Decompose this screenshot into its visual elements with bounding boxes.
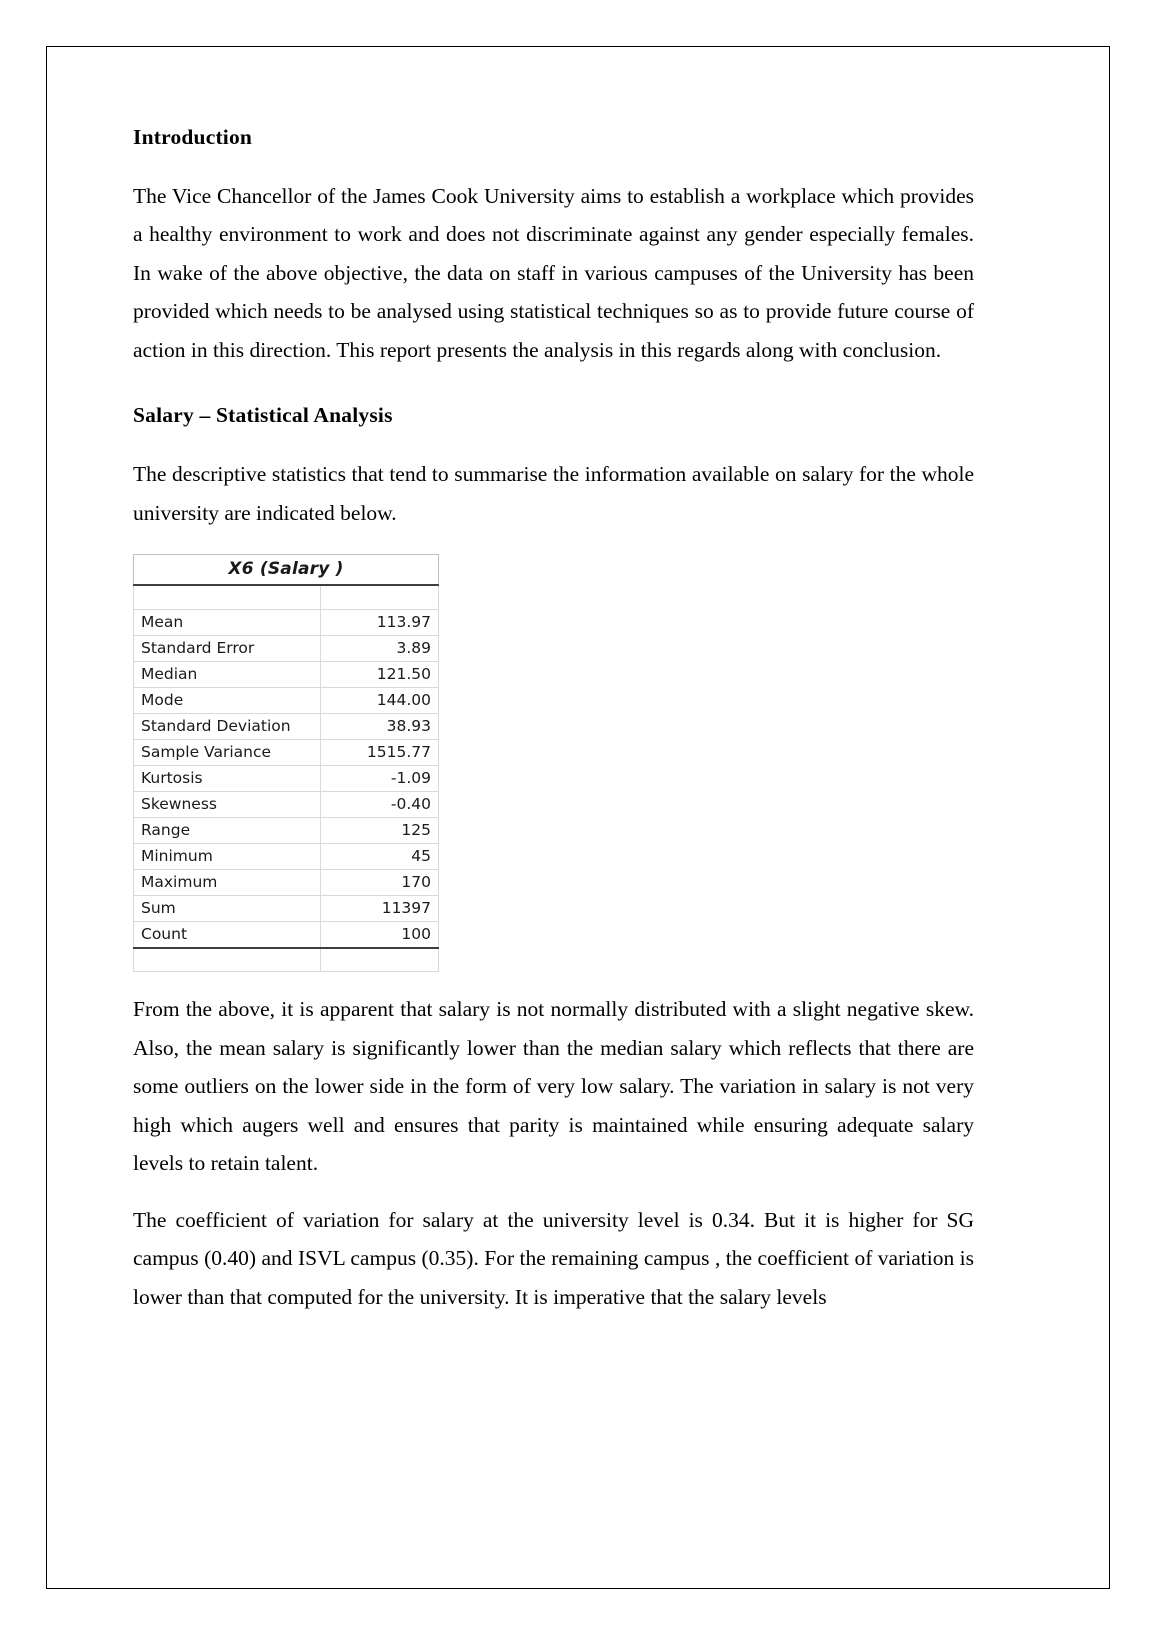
stat-value: 100 [321, 921, 439, 948]
stat-value: -1.09 [321, 765, 439, 791]
table-row [134, 739, 439, 765]
stat-value: 3.89 [321, 635, 439, 661]
page-content [133, 125, 974, 1334]
paragraph-coefficient-of-variation: The coefficient of variation for salary at the university level is 0.34. But it is higher for SG campus (0.40) and ISVL campus (0.35). For the remaining campus , the coefficient of variation is lower than that computed for the university. It is imperative that the salary levels [133, 1207, 974, 1309]
table-cell-blank-value [321, 585, 439, 609]
table-row [134, 869, 439, 895]
stat-label: Mean [134, 609, 321, 635]
paragraph-descriptive-statistics-intro: The descriptive statistics that tend to summarise the information available on salary for the whole university are indicated below. [133, 462, 974, 525]
stat-label: Skewness [134, 791, 321, 817]
stat-label: Minimum [134, 843, 321, 869]
stat-value: 11397 [321, 895, 439, 921]
stat-value: 113.97 [321, 609, 439, 635]
heading-introduction: Introduction [133, 125, 253, 149]
stat-label: Sample Variance [134, 739, 321, 765]
stat-value: 1515.77 [321, 739, 439, 765]
paragraph-introduction-1: The Vice Chancellor of the James Cook University aims to establish a workplace which provides a healthy environment to work and does not discriminate against any gender especially females. In wake of the above objective, the data on staff in various campuses of the University has been provided which needs to be analysed using statistical techniques so as to provide future course of action in this direction. This report presents the analysis in this regards along with conclusion. [133, 183, 974, 362]
stat-label: Sum [134, 895, 321, 921]
table-row [134, 635, 439, 661]
descriptive-statistics-table-wrapper [133, 554, 974, 972]
table-row [134, 895, 439, 921]
stat-value: 125 [321, 817, 439, 843]
table-title-cell: X6 (Salary ) [134, 555, 439, 586]
stat-value: 144.00 [321, 687, 439, 713]
paragraph-salary-distribution-analysis: From the above, it is apparent that salary is not normally distributed with a slight negative skew. Also, the mean salary is significantly lower than the median salary which reflects that there are some outliers on the lower side in the form of very low salary. The variation in salary is not very high which augers well and ensures that parity is maintained while ensuring adequate salary levels to retain talent. [133, 997, 974, 1176]
stat-label: Kurtosis [134, 765, 321, 791]
document-page [46, 46, 1110, 1589]
table-title-row [134, 555, 439, 586]
table-row [134, 661, 439, 687]
stat-label: Range [134, 817, 321, 843]
stat-label: Maximum [134, 869, 321, 895]
stat-label: Standard Deviation [134, 713, 321, 739]
table-row [134, 921, 439, 948]
stat-value: 38.93 [321, 713, 439, 739]
table-row [134, 791, 439, 817]
table-row-blank-top [134, 585, 439, 609]
stat-value: 170 [321, 869, 439, 895]
table-cell-blank-value [321, 948, 439, 972]
stat-label: Mode [134, 687, 321, 713]
table-cell-blank-label [134, 585, 321, 609]
heading-salary-statistical-analysis: Salary – Statistical Analysis [133, 403, 393, 428]
stat-label: Standard Error [134, 635, 321, 661]
stat-label: Count [134, 921, 321, 948]
stat-value: 121.50 [321, 661, 439, 687]
table-row [134, 843, 439, 869]
table-row [134, 765, 439, 791]
table-row [134, 713, 439, 739]
stat-label: Median [134, 661, 321, 687]
stat-value: -0.40 [321, 791, 439, 817]
descriptive-statistics-table [133, 554, 439, 972]
stat-value: 45 [321, 843, 439, 869]
table-row [134, 609, 439, 635]
table-cell-blank-label [134, 948, 321, 972]
table-row-blank-bottom [134, 948, 439, 972]
table-row [134, 687, 439, 713]
table-row [134, 817, 439, 843]
